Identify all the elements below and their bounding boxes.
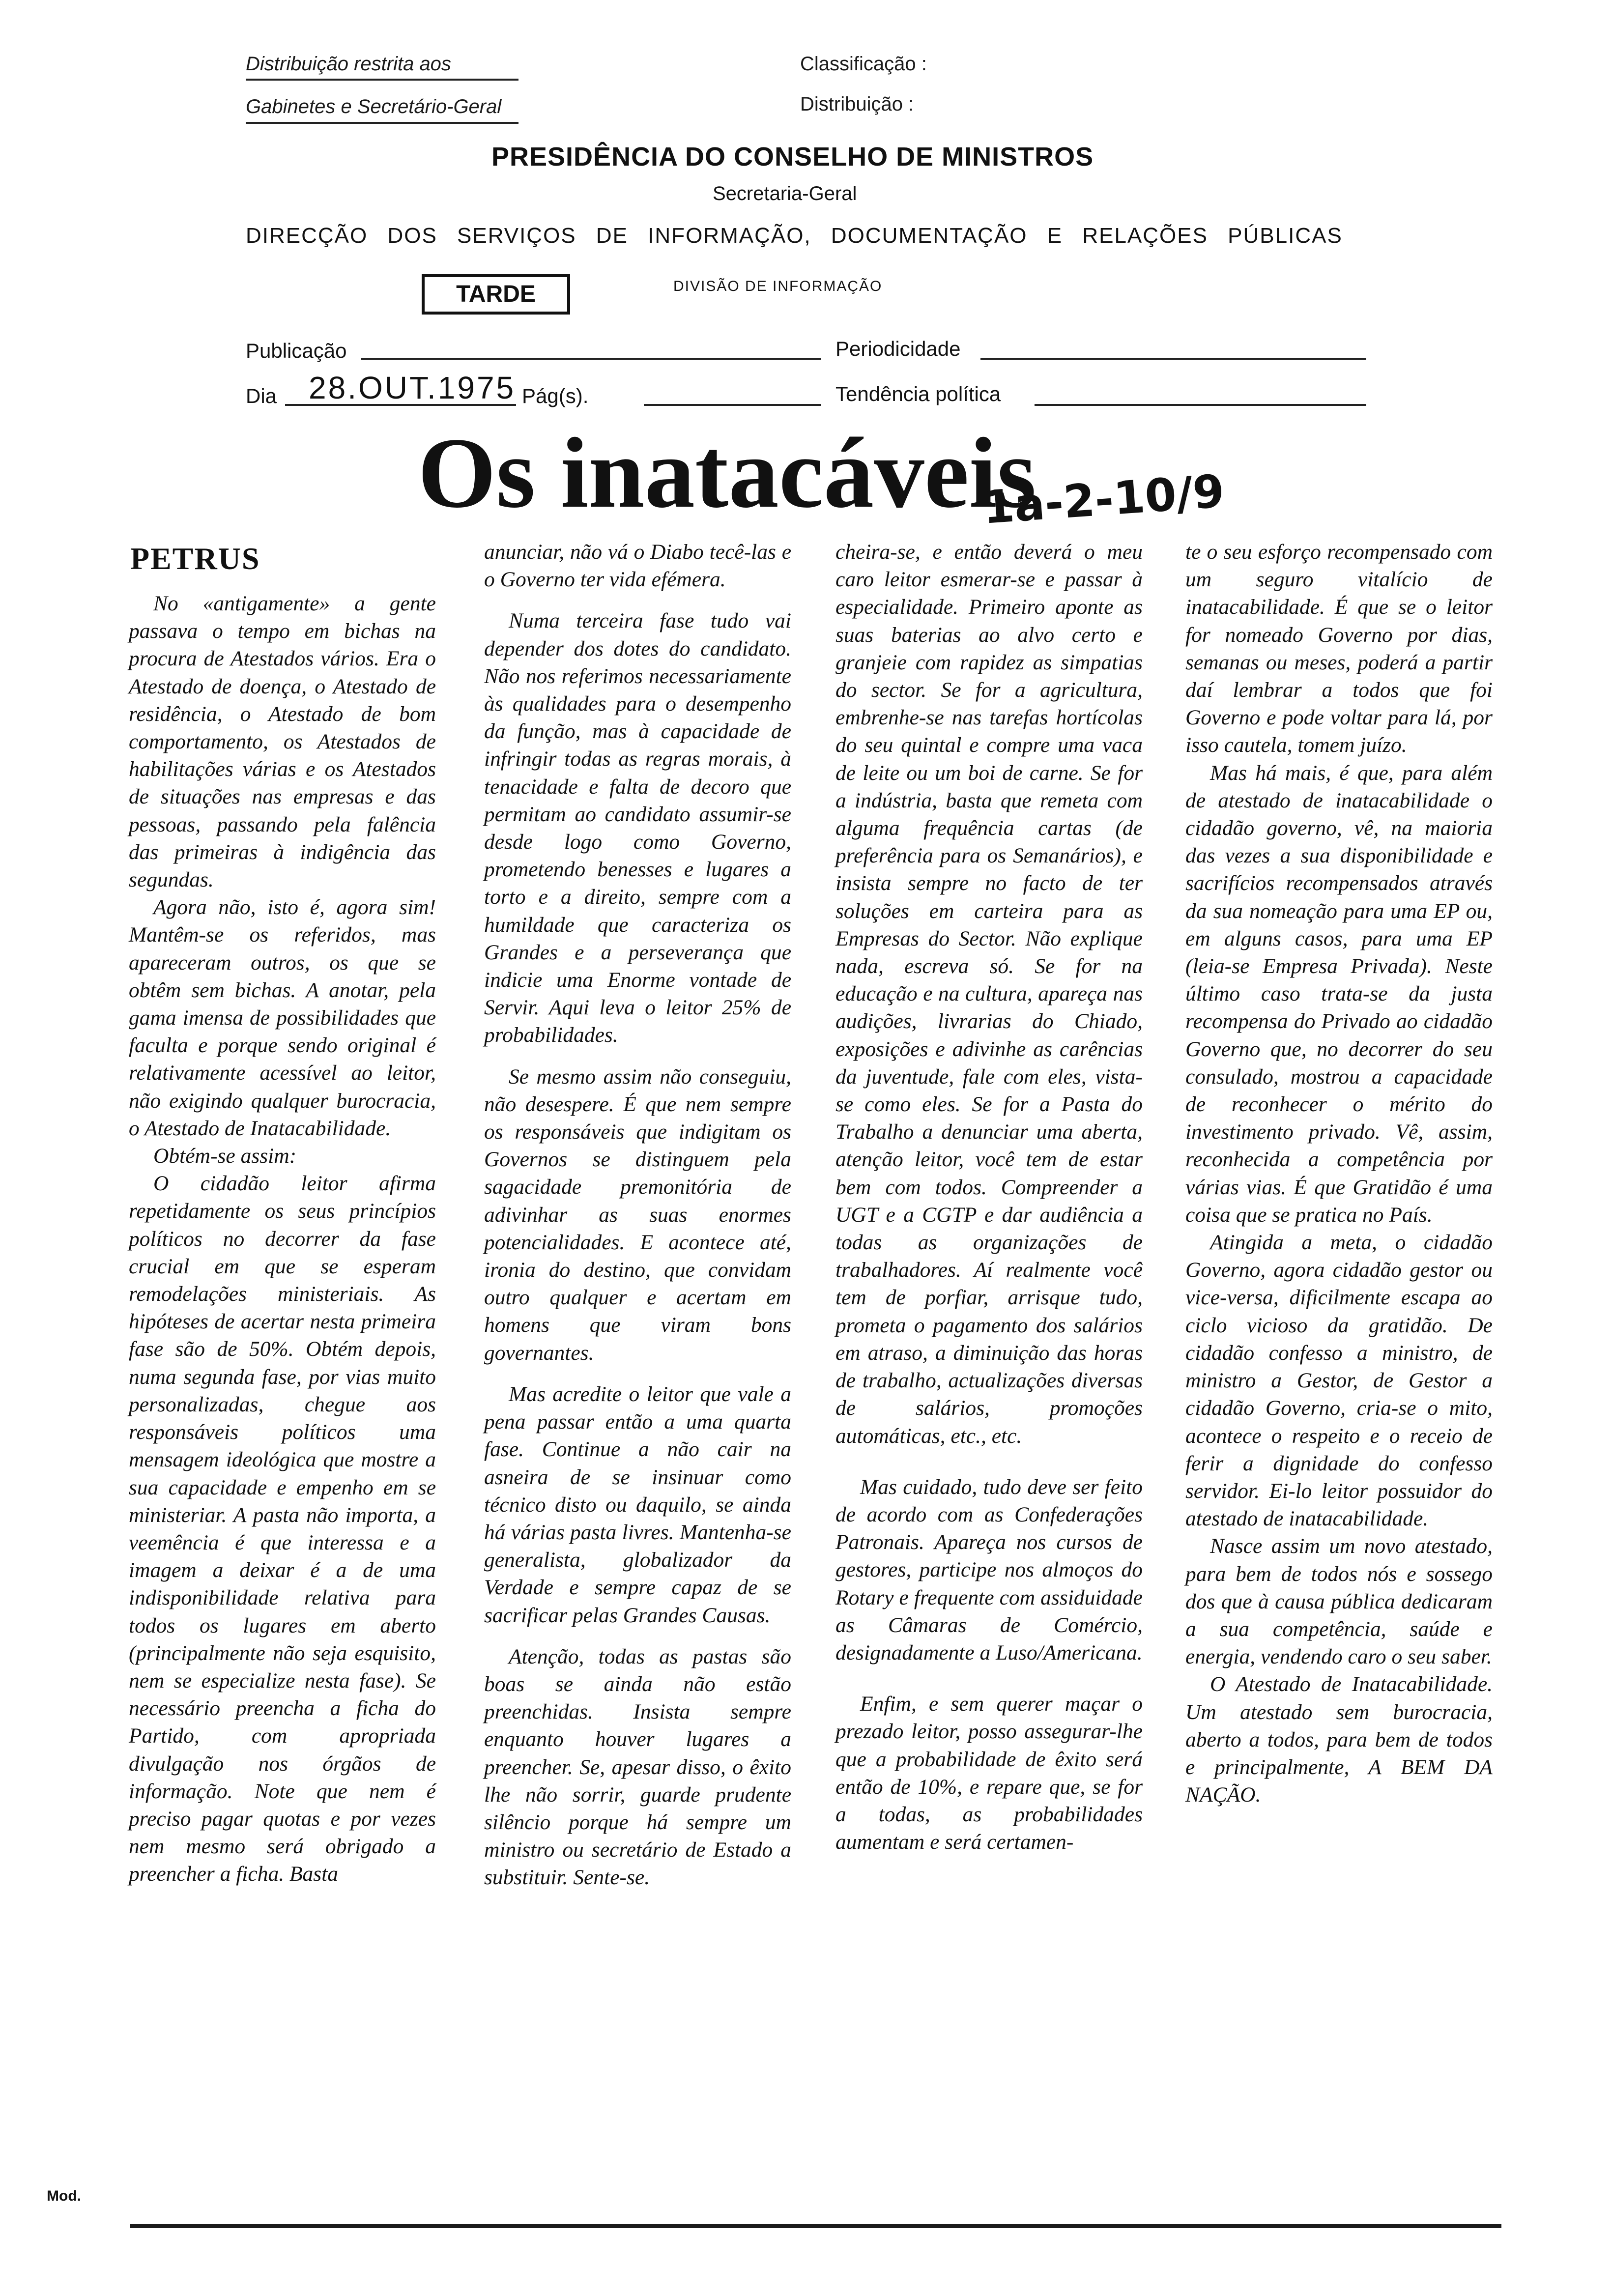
paragraph: Atingida a meta, o cidadão Governo, agora cidadão gestor ou vice-versa, dificilmente escapa ao ciclo vicioso da gratidão. De cidadão confesso a ministro, de ministro a Gestor, de Gestor a cidadão Governo, cria-se o mito, acontece o respeito e o receio de ferir a dignidade do confesso servidor. Ei-lo leitor possuidor do atestado de inatacabilidade. [1185,1231,1493,1531]
paragraph: Se mesmo assim não conseguiu, não desespere. É que nem sempre os responsáveis que indigitam os Governos se distinguem pela sagacidade premonitória de adivinhar as suas enormes potencialidades. E acontece até, ironia do destino, que convidam outro qualquer e acertam em homens que viram bons governantes. [484,1064,791,1365]
date-stamp: 28.OUT.1975 [309,370,516,405]
article-column-3 [835,538,1143,1856]
restricted-distribution-line2: Gabinetes e Secretário-Geral [246,96,502,117]
pages-line [644,404,821,406]
day-label: Dia [246,384,277,407]
article-column-1 [129,590,436,1888]
bottom-rule [130,2224,1501,2228]
periodicity-label: Periodicidade [835,337,961,360]
distribution-label: Distribuição : [800,93,914,115]
article-headline: Os inatacáveis [418,417,1036,529]
tendency-line [1035,404,1366,406]
publication-line [361,358,821,360]
periodicity-line [980,358,1366,360]
restricted-distribution-line1: Distribuição restrita aos [246,53,451,75]
department-name: DIRECÇÃO DOS SERVIÇOS DE INFORMAÇÃO, DOCUMENTAÇÃO E RELAÇÕES PÚBLICAS [246,224,1343,248]
tendency-label: Tendência política [835,382,1001,405]
paragraph: Obtém-se assim: [153,1144,297,1168]
division-label: DIVISÃO DE INFORMAÇÃO [673,278,883,294]
classification-label: Classificação : [800,53,927,75]
tarde-stamp: TARDE [422,274,570,315]
paragraph: Atenção, todas as pastas são boas se ainda não estão preenchidas. Insista sempre enquanto houver lugares a preencher. Se, apesar disso, o êxito lhe não sorrir, guarde prudente silêncio porque há sempre um ministro ou secretário de Estado a substituir. Sente-se. [484,1644,791,1890]
byline: PETRUS [130,541,260,576]
article-column-4 [1185,538,1493,1808]
paragraph: Agora não, isto é, agora sim! Mantêm-se os referidos, mas apareceram outros, os que se obtêm sem bichas. A anotar, pela gama imensa de possibilidades que faculta e porque sendo original é relativamente acessível ao leitor, não exigindo qualquer burocracia, o Atestado de Inatacabilidade. [129,895,436,1140]
paragraph: Mas há mais, é que, para além de atestado de inatacabilidade o cidadão governo, vê, na maioria das vezes a sua disponibilidade e sacrifícios recompensados através da sua nomeação para uma EP ou, em alguns casos, para uma EP (leia-se Empresa Privada). Neste último caso trata-se da justa recompensa do Privado ao cidadão Governo que, no decorrer do seu consulado, mostrou a capacidade de reconhecer o mérito do investimento privado. Vê, assim, reconhecida a competência por várias vias. É que Gratidão é uma coisa que se pratica no País. [1185,761,1493,1227]
secretariat-subtitle: Secretaria-Geral [713,183,857,204]
pages-label: Pág(s). [522,384,589,407]
article-column-2 [484,538,791,1892]
paragraph: cheira-se, e então deverá o meu caro leitor esmerar-se e passar à especialidade. Primeiro aponte as suas baterias ao alvo certo e granjeie com rapidez as simpatias do sector. Se for a agricultura, embrenhe-se nas tarefas hortícolas do seu quintal e compre uma vaca de leite ou um boi de carne. Se for a indústria, basta que remeta com alguma frequência cartas (de preferência para os Semanários), e insista sempre no facto de ter soluções em carteira para as Empresas do Sector. Não explique nada, escreva só. Se for na educação e na cultura, apareça nas audições, livrarias do Chiado, exposições e adivinhe as carências da juventude, fale com eles, vista-se como eles. Se for a Pasta do Trabalho a denunciar uma aberta, atenção leitor, você tem de estar bem com todos. Compreender a UGT e a CGTP e dar audiência a todas as organizações de trabalhadores. Aí realmente você tem de porfiar, arrisque tudo, prometa o pagamento dos salários em atraso, a diminuição das horas de trabalho, actualizações diversas de salários, promoções automáticas, etc., etc. [835,540,1143,1448]
handwritten-annotation: 1a-2-10/9 [981,464,1226,534]
paragraph: anunciar, não vá o Diabo tecê-las e o Governo ter vida efémera. [484,540,791,592]
paragraph: No «antigamente» a gente passava o tempo em bichas na procura de Atestados vários. Era o Atestado de doença, o Atestado de residência, o Atestado de bom comportamento, os Atestados de habilitações várias e os Atestados de situações nas empresas e das pessoas, passando pela falência das primeiras à indigência das segundas. [129,592,436,892]
paragraph: O Atestado de Inatacabilidade. Um atestado sem burocracia, aberto a todos, para bem de todos e principalmente, A BEM DA NAÇÃO. [1185,1672,1493,1807]
paragraph: O cidadão leitor afirma repetidamente os seus princípios políticos no decorrer da fase crucial em que se esperam remodelações ministeriais. As hipóteses de acertar nesta primeira fase são de 50%. Obtém depois, numa segunda fase, por vias muito personalizadas, chegue aos responsáveis políticos uma mensagem ideológica que mostre a sua capacidade e empenho em se ministeriar. A pasta não importa, a veemência é que interessa e a imagem a deixar é a de uma indisponibilidade relativa para todos os lugares em aberto (principalmente não seja esquisito, nem se especialize nesta fase). Se necessário preencha a ficha do Partido, com apropriada divulgação nos órgãos de informação. Note que nem é preciso pagar quotas e por vezes nem mesmo será obrigado a preencher a ficha. Basta [129,1172,436,1886]
paragraph: Nasce assim um novo atestado, para bem de todos nós e sossego dos que à causa pública dedicaram a sua competência, saúde e energia, vendendo caro o seu saber. [1185,1534,1493,1669]
paragraph: Mas cuidado, tudo deve ser feito de acordo com as Confederações Patronais. Apareça nos cursos de gestores, participe nos almoços do Rotary e frequente com assiduidade as Câmaras de Comércio, designadamente a Luso/Americana. [835,1475,1143,1665]
form-code: Mod. [47,2188,81,2204]
date-line [285,404,516,406]
paragraph: te o seu esforço recompensado com um seguro vitalício de inatacabilidade. É que se o leitor for nomeado Governo por dias, semanas ou meses, poderá a partir daí lembrar a todos que foi Governo e pode voltar para lá, por isso cautela, tomem juízo. [1185,540,1493,757]
paragraph: Enfim, e sem querer maçar o prezado leitor, posso assegurar-lhe que a probabilidade de êxito será então de 10%, e repare que, se for a todas, as probabilidades aumentam e será certamen- [835,1692,1143,1854]
paragraph: Mas acredite o leitor que vale a pena passar então a uma quarta fase. Continue a não cair na asneira de se insinuar como técnico disto ou daquilo, se ainda há várias pasta livres. Mantenha-se generalista, globalizador da Verdade e sempre capaz de se sacrificar pelas Grandes Causas. [484,1382,791,1627]
restricted-underline-2 [246,122,518,124]
institution-title: PRESIDÊNCIA DO CONSELHO DE MINISTROS [491,142,1094,172]
publication-label: Publicação [246,339,347,362]
restricted-underline [246,79,518,81]
paragraph: Numa terceira fase tudo vai depender dos dotes do candidato. Não nos referimos necessariamente às qualidades para o desempenho da função, mas à capacidade de infringir todas as regras morais, à tenacidade e falta de decoro que permitam ao candidato assumir-se desde logo como Governo, prometendo benesses e lugares a torto e a direito, sempre com a humildade que caracteriza os Grandes e a perseverança que indicie uma Enorme vontade de Servir. Aqui leva o leitor 25% de probabilidades. [484,609,791,1047]
